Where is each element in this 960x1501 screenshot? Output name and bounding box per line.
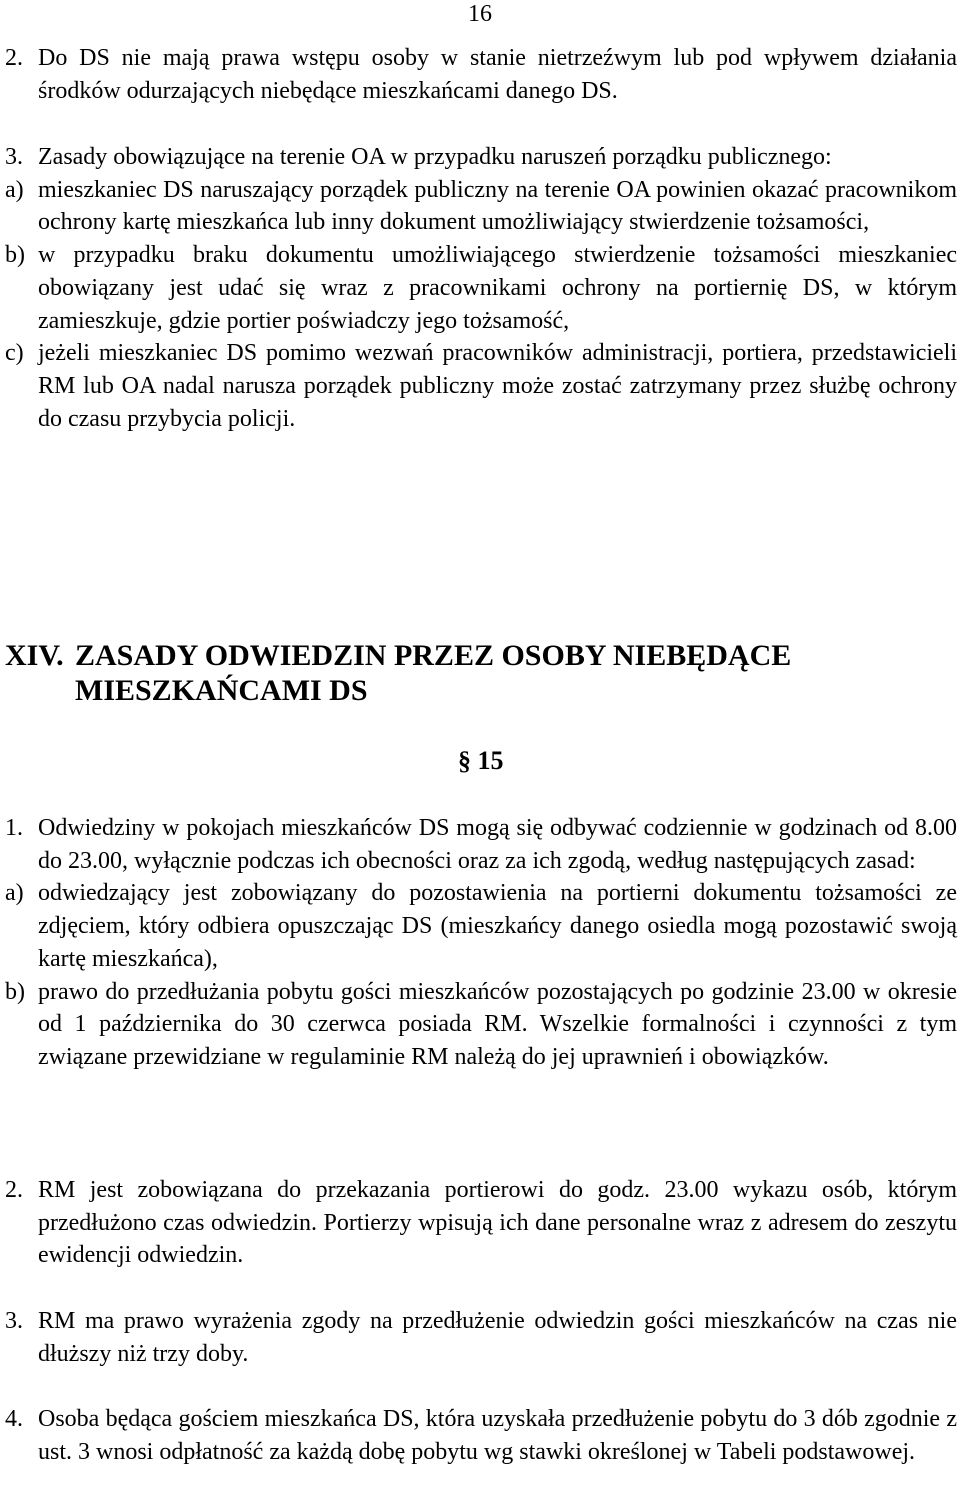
item-text: Zasady obowiązujące na terenie OA w przypadku naruszeń porządku publicznego: bbox=[38, 144, 832, 170]
item-text: Osoba będąca gościem mieszkańca DS, która uzyskała przedłużenie pobytu do 3 dób zgodnie z ust. 3 wnosi odpłatność za każdą dobę pobytu wg stawki określonej w Tabeli podstawowej. bbox=[38, 1406, 957, 1465]
rules-item-3 bbox=[5, 1305, 957, 1370]
item-number: 4. bbox=[5, 1406, 23, 1432]
sub-label: c) bbox=[5, 340, 24, 367]
item-text: RM ma prawo wyrażenia zgody na przedłużenie odwiedzin gości mieszkańców na czas nie dłuższy niż trzy doby. bbox=[38, 1308, 957, 1367]
paragraph-number: § 15 bbox=[458, 746, 504, 775]
item-text: RM jest zobowiązana do przekazania portierowi do godz. 23.00 wykazu osób, którym przedłużono czas odwiedzin. Portierzy wpisują ich dane personalne wraz z adresem do zeszytu ewidencji odwiedzin. bbox=[38, 1177, 957, 1269]
item-number: 3. bbox=[5, 1308, 23, 1334]
list-item-3 bbox=[5, 141, 957, 435]
item-number: 2. bbox=[5, 1177, 23, 1203]
sub-text: w przypadku braku dokumentu umożliwiającego stwierdzenie tożsamości mieszkaniec obowiązany jest udać się wraz z pracownikami ochrony na portiernię DS, w którym zamieszkuje, gdzie portier poświadczy jego tożsamość, bbox=[38, 242, 957, 334]
sub-text: prawo do przedłużania pobytu gości mieszkańców pozostających po godzinie 23.00 w okresie od 1 października do 30 czerwca posiada RM. Wszelkie formalności i czynności z tym związane przewidziane w regulaminie RM należą do jej uprawnień i obowiązków. bbox=[38, 978, 957, 1070]
item-text: Odwiedziny w pokojach mieszkańców DS mogą się odbywać codziennie w godzinach od 8.00 do 23.00, wyłącznie podczas ich obecności oraz za ich zgodą, według następujących zasad: bbox=[38, 815, 957, 874]
sub-label: a) bbox=[5, 880, 24, 907]
page-number: 16 bbox=[468, 1, 492, 27]
sub-label: b) bbox=[5, 242, 25, 269]
section-heading bbox=[5, 638, 905, 708]
sub-label: a) bbox=[5, 176, 24, 203]
sub-text: jeżeli mieszkaniec DS pomimo wezwań pracowników administracji, portiera, przedstawicieli RM lub OA nadal narusza porządek publiczny może zostać zatrzymany przez służbę ochrony do czasu przybycia policji. bbox=[38, 340, 957, 432]
sub-text: mieszkaniec DS naruszający porządek publiczny na terenie OA powinien okazać pracownikom ochrony kartę mieszkańca lub inny dokument umożliwiający stwierdzenie tożsamości, bbox=[38, 176, 957, 236]
rules-item-1 bbox=[5, 812, 957, 1074]
section-number: XIV. bbox=[5, 639, 64, 672]
sub-label: b) bbox=[5, 978, 25, 1005]
section-title-line1: ZASADY ODWIEDZIN PRZEZ OSOBY NIEBĘDĄCE bbox=[75, 639, 792, 672]
item-text: Do DS nie mają prawa wstępu osoby w stanie nietrzeźwym lub pod wpływem działania środków odurzających niebędące mieszkańcami danego DS. bbox=[38, 45, 957, 104]
list-item-2 bbox=[5, 42, 957, 107]
item-number: 1. bbox=[5, 815, 23, 841]
section-title-line2: MIESZKAŃCAMI DS bbox=[75, 674, 368, 707]
item-number: 2. bbox=[5, 45, 23, 71]
item-number: 3. bbox=[5, 144, 23, 170]
rules-item-4 bbox=[5, 1403, 957, 1468]
rules-item-2 bbox=[5, 1174, 957, 1272]
sub-text: odwiedzający jest zobowiązany do pozostawienia na portierni dokumentu tożsamości ze zdjęciem, który odbiera opuszczając DS (mieszkańcy danego osiedla mogą pozostawić swoją kartę mieszkańca), bbox=[38, 880, 957, 972]
